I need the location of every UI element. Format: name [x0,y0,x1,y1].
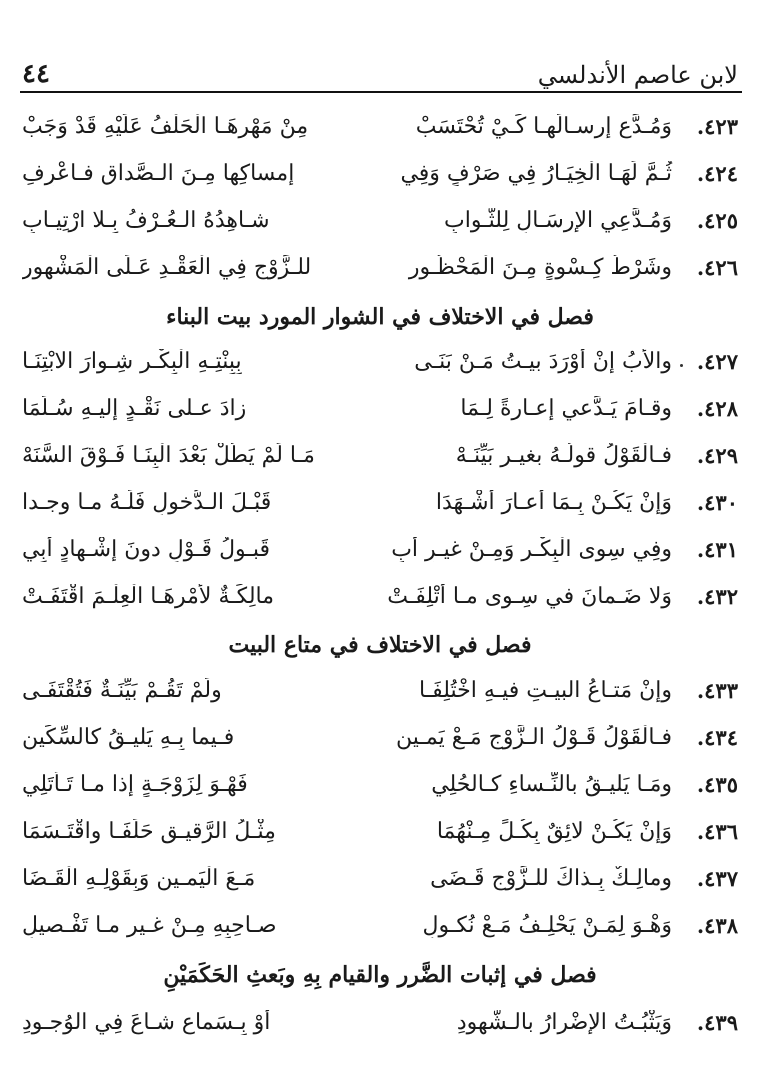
verse-first-hemistich: وَمُـدَّعِي الإرسَـالِ لِلثَّـوابِ [444,207,672,233]
verse-second-hemistich: زادَ عـلى نَقْـدٍ إليـهِ سُـلِّمَا [22,395,247,421]
verse-second-hemistich: فَهْـوَ لِزَوْجَـةٍ إذا مـا تَـأْتَلِي [22,771,248,797]
verse-second-hemistich: بِبِنْتِـهِ الْبِكْـرِ شِـوارَ الابْتِنَـا [22,348,242,374]
verse-second-hemistich: ولَمْ تَقُـمْ بَيِّنَـةٌ فَتُقْتَفَـى [22,677,222,703]
verse-first-hemistich: وَإنْ يَكُـنْ بِـمَا أعـارَ أشْـهَدَا [435,489,672,515]
verse-second-hemistich: مِثْـلُ الرَّقيـقِ حَلَفَـا واقْتَـسَمَا [22,818,276,844]
verse-number: ٤٣٦. [696,818,738,844]
verse-439 [22,1002,738,1042]
verse-first-hemistich: فـالْقَوْلُ قَـوْلُ الـزَّوْجِ مَـعْ يَمـينِ [396,724,672,750]
verse-second-hemistich: فـيما بِـهِ يَليـقُ كالسِّكِّينِ [22,724,235,750]
verse-second-hemistich: شـاهِدُهُ الـعُـرْفُ بِـلا ارْتِيـابِ [22,207,270,233]
verse-first-hemistich: وقـامَ يَـدَّعي إعـارةً لِـمَا [460,395,672,421]
verse-number: ٤٢٦. [696,254,738,280]
verse-438 [22,905,738,945]
verse-number: ٤٣٠. [696,489,738,515]
verse-423 [22,106,738,146]
verse-number: ٤٢٩. [696,442,738,468]
verse-436 [22,811,738,851]
verse-second-hemistich: إمساكِها مِـنَ الـصَّداقِ فـاعْرِفِ [22,160,295,186]
verse-number: ٤٣٧. [696,865,738,891]
verse-number: ٤٣٩. [696,1009,738,1035]
page-number: ٤٤ [22,59,50,89]
verse-437 [22,858,738,898]
verse-number: ٤٢٣. [696,113,738,139]
section-title: فصل في الاختلاف في الشوار المورد بيت البناء [166,304,594,330]
section-title: فصل في الاختلاف في متاع البيت [228,632,532,658]
verse-first-hemistich: ثُـمَّ لَهَـا الْخِيَـارُ فِي صَرْفٍ وَفِي [400,160,672,186]
verse-second-hemistich: قَبْـلَ الـدُّخولِ فَلَـهُ مـا وجـدا [22,489,272,515]
verse-number: ٤٢٧. [696,348,738,374]
verse-number: ٤٢٥. [696,207,738,233]
verse-435 [22,764,738,804]
verse-number: ٤٣٢. [696,583,738,609]
verse-first-hemistich: وفِي سِوى الْبِكْـرِ وَمِـنْ غيـرِ أبِ [391,536,672,562]
verse-second-hemistich: للـزَّوْجِ فِي الْعَقْـدِ عَـلَى الْمَشْهورِ [22,254,312,280]
book-title: لابن عاصم الأندلسي [537,61,738,89]
verse-second-hemistich: قَبـولُ قَـوْلٍ دونَ إشْـهادٍ أُبِي [22,536,271,562]
verse-430 [22,482,738,522]
verse-425 [22,200,738,240]
verse-first-hemistich: وإنْ مَتـاعُ البيـتِ فيـهِ اخْتُلِفَـا [418,677,672,703]
verse-428 [22,388,738,428]
section-title: فصل في إثبات الضَّرر والقيام بِهِ وبَعثِ الحَكَمَيْنِ [163,962,597,988]
verse-first-hemistich: وَيَثْبُـتُ الإضْرارُ بالـشُّهودِ [456,1009,672,1035]
verse-second-hemistich: أوْ بِـسَماعٍ شـاعَ فِي الوُجـودِ [22,1009,271,1035]
verse-number: ٤٣٤. [696,724,738,750]
page-header [22,45,738,91]
verse-number: ٤٣٥. [696,771,738,797]
verse-first-hemistich: وَلا ضَـمانَ في سِـوى مـا أُتْلِفَـتْ [387,583,672,609]
verse-first-hemistich: وَمُـدَّعٍ إرسـالَهـا كَـيْ تُحْتَسَبْ [415,113,672,139]
verse-433 [22,670,738,710]
verse-first-hemistich: فـالْقَوْلُ قولُـهُ بغيـرِ بَيِّنَـهْ [455,442,672,468]
verse-second-hemistich: مَـا لَمْ يَطُلْ بَعْدَ الْبِنَـا فَـوْقَ السَّنَهْ [22,442,315,468]
verse-number: ٤٢٨. [696,395,738,421]
verse-first-hemistich: ومالِـكٌ بِـذاكَ للـزَّوْجِ قَـضَى [430,865,672,891]
verse-434 [22,717,738,757]
verse-number: ٤٣٨. [696,912,738,938]
verse-second-hemistich: مالِكَـةٌ لأمْرِهَـا الْعِلْـمَ اقْتَفَـتْ [22,583,275,609]
verse-427 [22,341,738,381]
verse-first-hemistich: والأبُ إنْ أوْرَدَ بيـتُ مَـنْ بَنَـى [414,348,672,374]
verse-number: ٤٢٤. [696,160,738,186]
verse-first-hemistich: وَإنْ يَكُـنْ لائِقٌ بِكُـلٍّ مِـنْهُمَا [436,818,672,844]
verse-426 [22,247,738,287]
verse-429 [22,435,738,475]
verse-431 [22,529,738,569]
verse-number: ٤٣١. [696,536,738,562]
verse-second-hemistich: مِنْ مَهْرِهَـا الْحَلْفُ عَلَيْهِ قَدْ وَجَبْ [22,113,309,139]
ink-dot [680,364,683,367]
verse-number: ٤٣٣. [696,677,738,703]
verse-first-hemistich: ومَـا يَليـقُ بالنِّـساءِ كـالحُلِي [431,771,672,797]
verse-second-hemistich: مَـعَ الْيَمـينِ وَبِقَوْلِـهِ الْقَـضَا [22,865,256,891]
verse-432 [22,576,738,616]
verse-424 [22,153,738,193]
header-rule [20,91,742,93]
verse-first-hemistich: وَهْـوَ لِمَـنْ يَحْلِـفُ مَـعْ نُكـولِ [422,912,672,938]
verse-first-hemistich: وشَرْطُ كِـسْوةٍ مِـنَ الْمَحْظُـورِ [408,254,672,280]
verse-second-hemistich: صـاحِبِهِ مِـنْ غـيرِ مـا تَفْـصيلِ [22,912,277,938]
